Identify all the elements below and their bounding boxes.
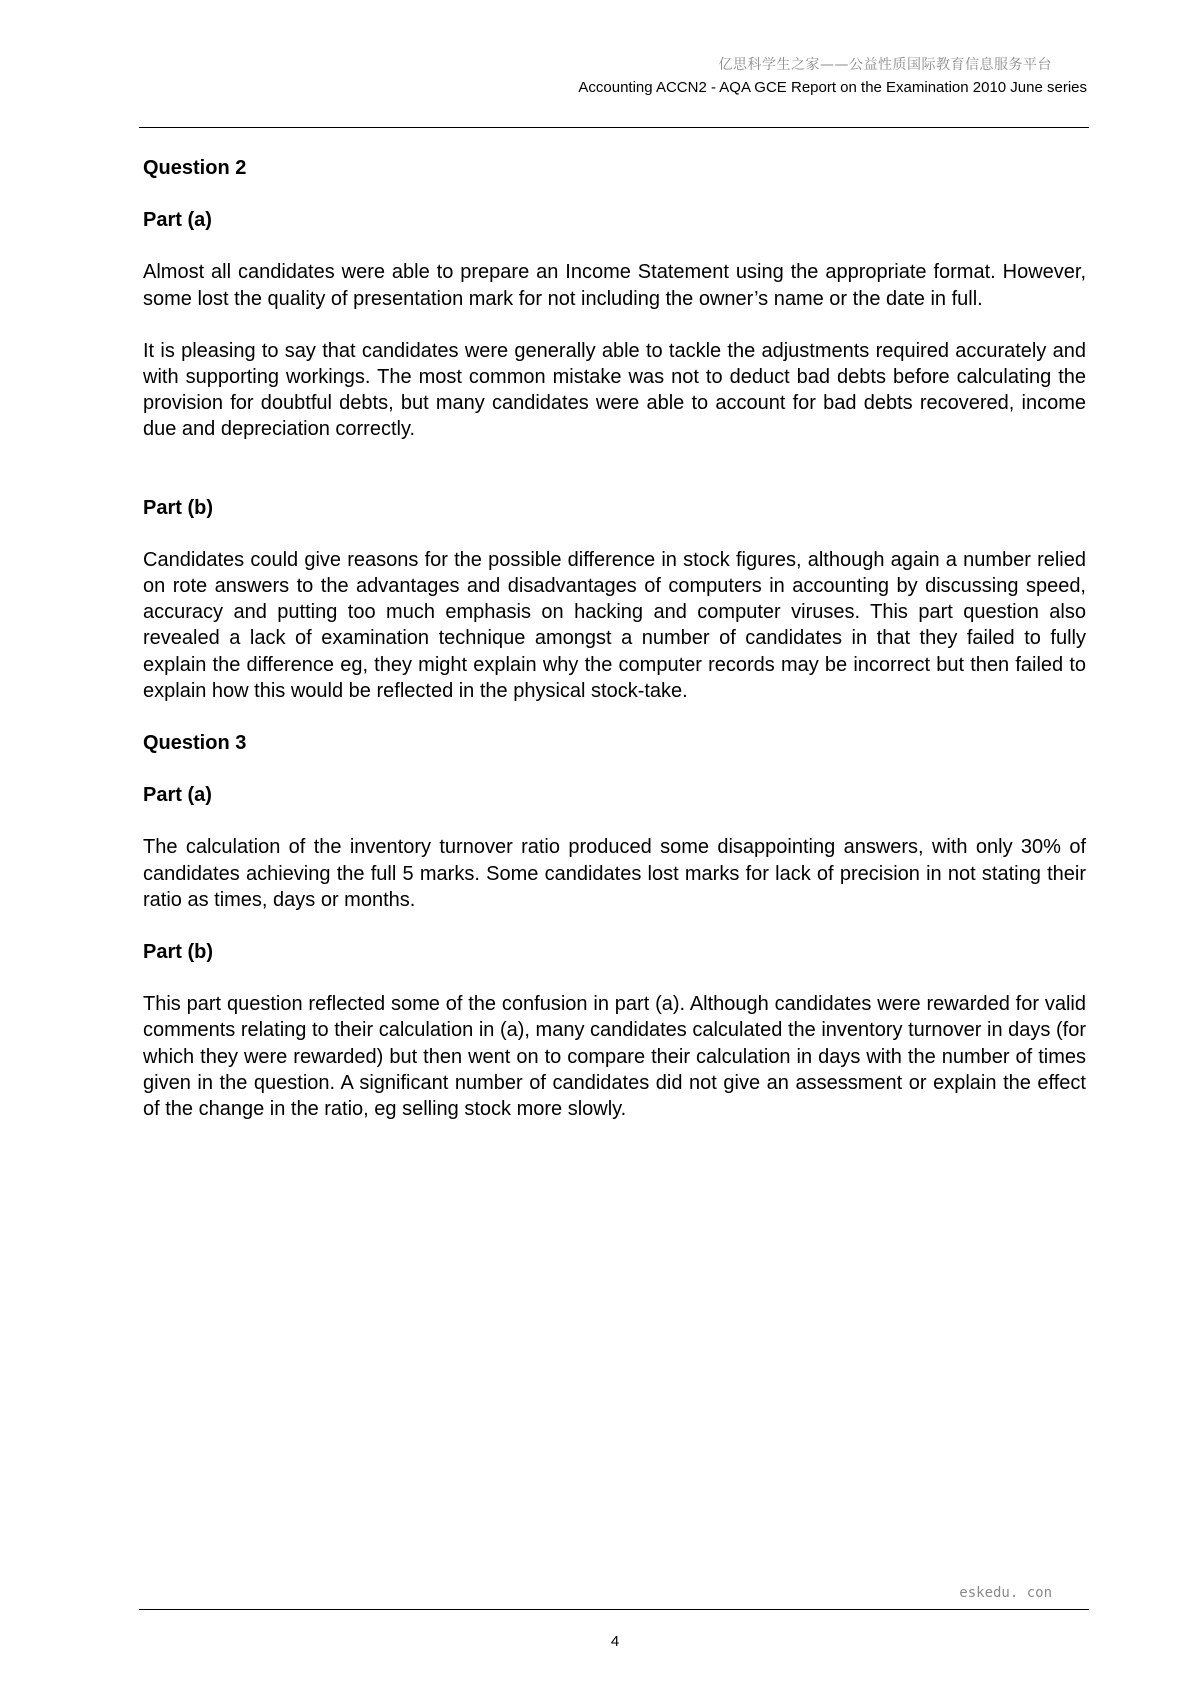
header-watermark: 亿思科学生之家——公益性质国际教育信息服务平台	[718, 57, 1052, 73]
header-title: Accounting ACCN2 - AQA GCE Report on the Examination 2010 June series	[578, 79, 1087, 96]
question-3-heading: Question 3	[143, 732, 247, 755]
page-number: 4	[610, 1633, 620, 1650]
question-2-part-a-paragraph-2: It is pleasing to say that candidates were generally able to tackle the adjustments required accurately and with supporting workings. The most common mistake was not to deduct bad debts before calculating the provision for doubtful debts, but many candidates were able to account for bad debts recovered, income due and depreciation correctly.	[143, 339, 1086, 441]
question-3-part-b-paragraph: This part question reflected some of the confusion in part (a). Although candidates were rewarded for valid comments relating to their calculation in (a), many candidates calculated the inventory turnover in days (for which they were rewarded) but then went on to compare their calculation in days with the number of times given in the question. A significant number of candidates did not give an assessment or explain the effect of the change in the ratio, eg selling stock more slowly.	[143, 993, 1086, 1121]
footer-divider	[139, 1609, 1089, 1610]
question-3-part-a-paragraph: The calculation of the inventory turnover ratio produced some disappointing answers, with only 30% of candidates achieving the full 5 marks. Some candidates lost marks for lack of precision in not stating their ratio as times, days or months.	[143, 836, 1086, 911]
question-2-part-b-heading: Part (b)	[143, 496, 213, 519]
question-2-part-a-paragraph-1: Almost all candidates were able to prepare an Income Statement using the appropriate format. However, some lost the quality of presentation mark for not including the owner’s name or the date in full.	[143, 261, 1086, 310]
question-2-part-b-paragraph: Candidates could give reasons for the possible difference in stock figures, although again a number relied on rote answers to the advantages and disadvantages of computers in accounting by discussing speed, accuracy and putting too much emphasis on hacking and computer viruses. This part question also revealed a lack of examination technique amongst a number of candidates in that they failed to fully explain the difference eg, they might explain why the computer records may be incorrect but then failed to explain how this would be reflected in the physical stock-take.	[143, 548, 1086, 702]
report-body	[143, 155, 1086, 1148]
question-2-part-a-heading: Part (a)	[143, 209, 212, 232]
header-divider	[139, 127, 1089, 128]
question-3-part-b-heading: Part (b)	[143, 941, 213, 964]
question-3-part-a-heading: Part (a)	[143, 784, 212, 807]
footer-watermark: eskedu. con	[959, 1585, 1052, 1601]
question-2-heading: Question 2	[143, 157, 247, 179]
